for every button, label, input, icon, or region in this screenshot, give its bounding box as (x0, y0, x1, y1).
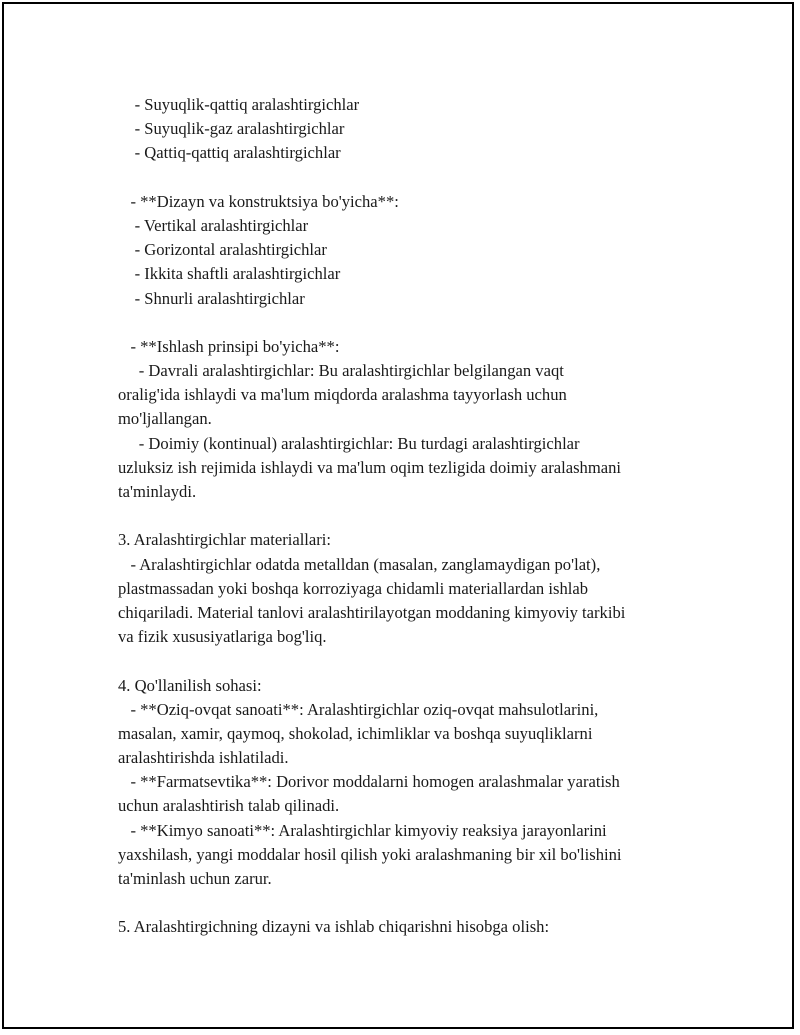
text-line: uchun aralashtirish talab qilinadi. (118, 796, 340, 816)
text-line: ta'minlash uchun zarur. (118, 869, 272, 888)
text-line: plastmassadan yoki boshqa korroziyaga chidamli materiallardan ishlab (118, 578, 589, 598)
text-line: 5. Aralashtirgichning dizayni va ishlab chiqarishni hisobga olish: (118, 917, 550, 937)
text-line: - Ikkita shaftli aralashtirgichlar (118, 264, 341, 284)
blank-line (118, 504, 688, 528)
blank-line (118, 891, 688, 915)
document-body (118, 93, 688, 940)
text-line: - Suyuqlik-qattiq aralashtirgichlar (118, 95, 360, 114)
blank-line (118, 649, 688, 673)
text-line: oralig'ida ishlaydi va ma'lum miqdorda aralashma tayyorlash uchun (118, 385, 567, 405)
text-line: 4. Qo'llanilish sohasi: (118, 675, 262, 695)
text-line: - **Kimyo sanoati**: Aralashtirgichlar kimyoviy reaksiya jarayonlarini (118, 820, 607, 840)
text-line: va fizik xususiyatlariga bog'liq. (118, 627, 327, 647)
text-line: - Suyuqlik-gaz aralashtirgichlar (118, 119, 345, 139)
text-line: - Vertikal aralashtirgichlar (118, 215, 309, 235)
text-line: chiqariladi. Material tanlovi aralashtirilayotgan moddaning kimyoviy tarkibi (118, 602, 626, 622)
text-line: - Aralashtirgichlar odatda metalldan (masalan, zanglamaydigan po'lat), (118, 554, 601, 574)
text-line: - **Farmatsevtika**: Dorivor moddalarni homogen aralashmalar yaratish (118, 772, 620, 792)
text-line: - **Ishlash prinsipi bo'yicha**: (118, 336, 340, 356)
text-line: - **Dizayn va konstruktsiya bo'yicha**: (118, 191, 399, 211)
text-line: - Davrali aralashtirgichlar: Bu aralashtirgichlar belgilangan vaqt (118, 361, 564, 381)
text-line: yaxshilash, yangi moddalar hosil qilish yoki aralashmaning bir xil bo'lishini (118, 844, 622, 864)
text-line: masalan, xamir, qaymoq, shokolad, ichimliklar va boshqa suyuqliklarni (118, 723, 593, 743)
text-line: mo'ljallangan. (118, 409, 212, 429)
text-line: 3. Aralashtirgichlar materiallari: (118, 530, 332, 550)
text-line: - Gorizontal aralashtirgichlar (118, 240, 327, 260)
blank-line (118, 166, 688, 190)
text-line: aralashtirishda ishlatiladi. (118, 748, 289, 768)
text-line: - Doimiy (kontinual) aralashtirgichlar: Bu turdagi aralashtirgichlar (118, 433, 580, 453)
blank-line (118, 311, 688, 335)
text-line: - Qattiq-qattiq aralashtirgichlar (118, 143, 341, 163)
text-line: - Shnurli aralashtirgichlar (118, 288, 305, 308)
text-line: - **Oziq-ovqat sanoati**: Aralashtirgichlar oziq-ovqat mahsulotlarini, (118, 699, 599, 719)
text-line: ta'minlaydi. (118, 482, 197, 501)
text-line: uzluksiz ish rejimida ishlaydi va ma'lum oqim tezligida doimiy aralashmani (118, 457, 621, 477)
